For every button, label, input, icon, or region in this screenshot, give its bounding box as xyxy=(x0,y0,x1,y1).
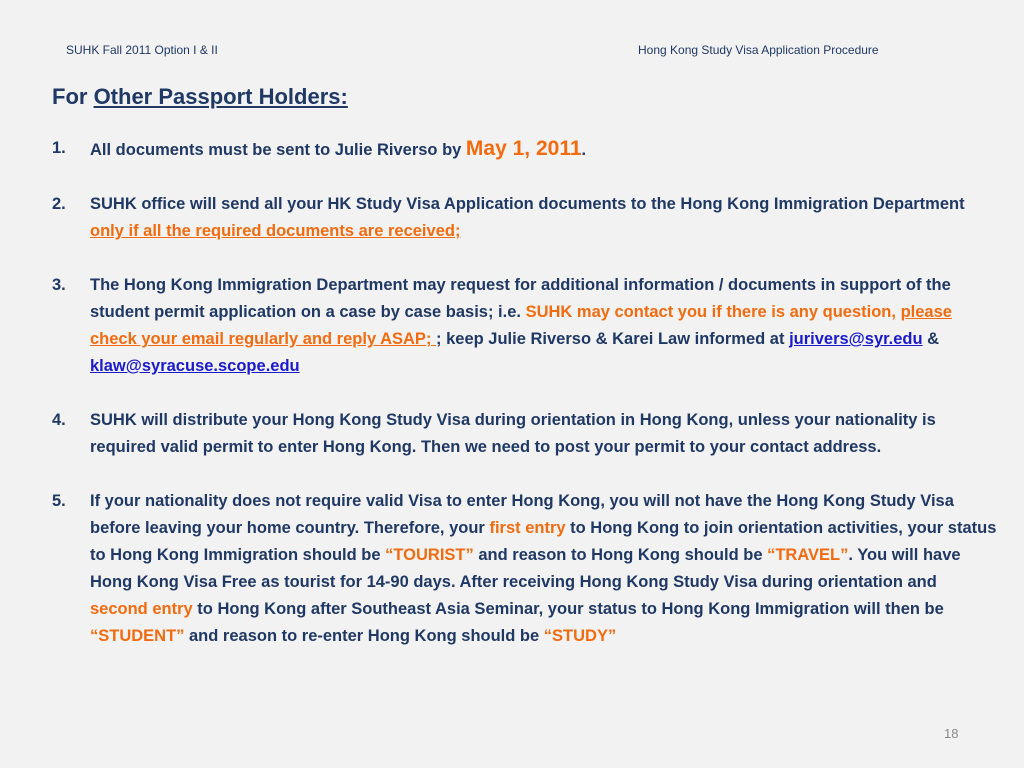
highlight-text: “STUDY” xyxy=(543,627,617,645)
highlight-text: “STUDENT” xyxy=(90,627,185,645)
item-text: SUHK office will send all your HK Study Visa Application documents to the Hong Kong Immigration Department xyxy=(90,195,965,213)
highlight-text: “TOURIST” xyxy=(385,546,474,564)
item-text: SUHK will distribute your Hong Kong Study Visa during orientation in Hong Kong, unless your nationality is required valid permit to enter Hong Kong. Then we need to post your permit to your contact address. xyxy=(90,411,936,456)
list-item-4 xyxy=(52,407,997,461)
title-underlined: Other Passport Holders: xyxy=(93,84,348,109)
item-text: If your nationality does not require valid Visa to enter Hong Kong, you will not have the Hong Kong Study Visa before leaving your home country. Therefore, your xyxy=(90,492,954,537)
item-text: ; keep Julie Riverso & Karei Law informed at xyxy=(436,330,790,348)
slide-title xyxy=(52,84,348,110)
highlight-underlined-text: please check your email regularly and reply ASAP; xyxy=(90,303,952,348)
highlight-text: SUHK may contact you if there is any question, xyxy=(525,303,901,321)
item-text: to Hong Kong after Southeast Asia Seminar, your status to Hong Kong Immigration will then be xyxy=(192,600,944,618)
list-item-5 xyxy=(52,488,997,650)
item-text: to Hong Kong to join orientation activities, your status to Hong Kong Immigration should be xyxy=(90,519,997,564)
highlight-text: second entry xyxy=(90,600,193,618)
item-number: 2. xyxy=(52,195,66,213)
list-item-3 xyxy=(52,272,997,380)
email-link-karei[interactable]: klaw@syracuse.scope.edu xyxy=(90,357,300,375)
item-number: 4. xyxy=(52,411,66,429)
item-text: and reason to re-enter Hong Kong should be xyxy=(184,627,544,645)
item-text: The Hong Kong Immigration Department may request for additional information / documents in support of the student permit application on a case by case basis; i.e. xyxy=(90,276,951,321)
header-left-text: SUHK Fall 2011 Option I & II xyxy=(66,43,218,57)
deadline-date: May 1, 2011 xyxy=(465,137,582,160)
page-number: 18 xyxy=(944,726,959,741)
header-right-text: Hong Kong Study Visa Application Procedure xyxy=(638,43,879,57)
highlight-text: only if all the required documents are received; xyxy=(90,222,461,240)
list-item-2 xyxy=(52,191,997,245)
item-text: . You will have Hong Kong Visa Free as tourist for 14-90 days. After receiving Hong Kong Study Visa during orientation and xyxy=(90,546,961,591)
item-number: 5. xyxy=(52,492,66,510)
item-number: 3. xyxy=(52,276,66,294)
item-text: . xyxy=(581,141,587,159)
highlight-text: “TRAVEL” xyxy=(767,546,849,564)
email-link-julie[interactable]: jurivers@syr.edu xyxy=(789,330,923,348)
highlight-text: first entry xyxy=(489,519,566,537)
item-number: 1. xyxy=(52,139,66,157)
item-text: and reason to Hong Kong should be xyxy=(473,546,768,564)
list-item-1 xyxy=(52,135,997,164)
item-text: & xyxy=(922,330,940,348)
item-text: All documents must be sent to Julie Riverso by xyxy=(90,141,466,159)
procedure-list xyxy=(52,135,997,677)
title-prefix: For xyxy=(52,84,94,109)
